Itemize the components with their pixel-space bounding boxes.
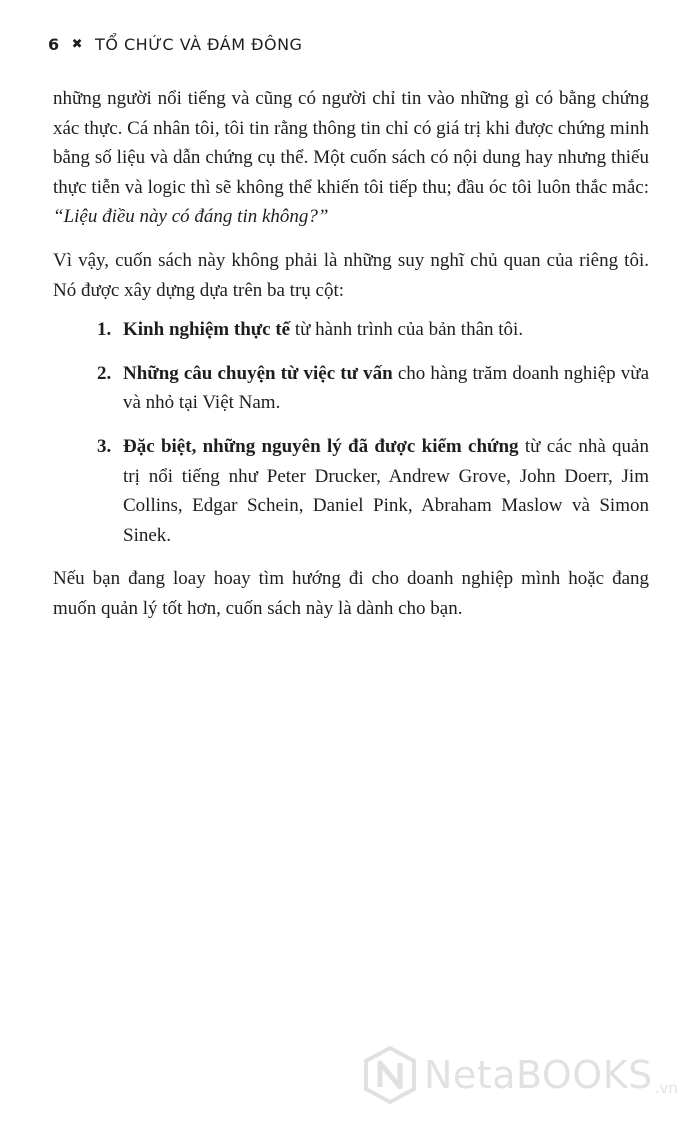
paragraph-closing: Nếu bạn đang loay hoay tìm hướng đi cho doanh nghiệp mình hoặc đang muốn quản lý tốt hơn, cuốn sách này là dành cho bạn. xyxy=(53,568,649,619)
hexagon-n-logo-icon xyxy=(362,1045,418,1105)
pillar-description: từ các nhà quản trị nổi tiếng như Peter Drucker, Andrew Grove, John Doerr, Jim Collins, Edgar Schein, Daniel Pink, Abraham Maslow và Simon Sinek. xyxy=(123,435,649,546)
watermark-text: NetaBOOKS xyxy=(424,1053,653,1097)
list-number: 3. xyxy=(97,435,112,457)
pillar-title: Kinh nghiệm thực tế xyxy=(123,319,291,341)
paragraph-pillars-intro: Vì vậy, cuốn sách này không phải là những suy nghĩ chủ quan của riêng tôi. Nó được xây dựng dựa trên ba trụ cột: xyxy=(53,249,649,301)
list-number: 1. xyxy=(97,319,112,341)
running-title: TỔ CHỨC VÀ ĐÁM ĐÔNG xyxy=(95,35,303,54)
pillar-title: Những câu chuyện từ việc tư vấn xyxy=(123,362,393,384)
pillar-list xyxy=(53,315,649,550)
list-item xyxy=(53,315,649,345)
quote-text: “Liệu điều này có đáng tin không?” xyxy=(53,206,329,228)
pillar-description: từ hành trình của bản thân tôi. xyxy=(290,319,524,341)
watermark xyxy=(362,1045,678,1105)
list-number: 2. xyxy=(97,362,112,384)
list-item xyxy=(53,432,649,550)
list-item xyxy=(53,359,649,418)
page-number: 6 xyxy=(48,35,60,54)
ornament-icon: ✖ xyxy=(71,37,84,52)
pillar-description: cho hàng trăm doanh nghiệp vừa và nhỏ tại Việt Nam. xyxy=(123,362,649,414)
watermark-suffix: .vn xyxy=(654,1079,678,1097)
pillar-title: Đặc biệt, những nguyên lý đã được kiểm chứng xyxy=(123,435,519,457)
page-body xyxy=(53,84,649,624)
paragraph-text: những người nổi tiếng và cũng có người chỉ tin vào những gì có bằng chứng xác thực. Cá nhân tôi, tôi tin rằng thông tin chỉ có giá trị khi được chứng minh bằng số liệu và dẫn chứng cụ thể. Một cuốn sách có nội dung hay nhưng thiếu thực tiễn và logic thì sẽ không thể khiến tôi tiếp thu; đầu óc tôi luôn thắc mắc: xyxy=(53,88,649,198)
running-header xyxy=(48,35,302,54)
paragraph-evidence xyxy=(53,84,649,232)
